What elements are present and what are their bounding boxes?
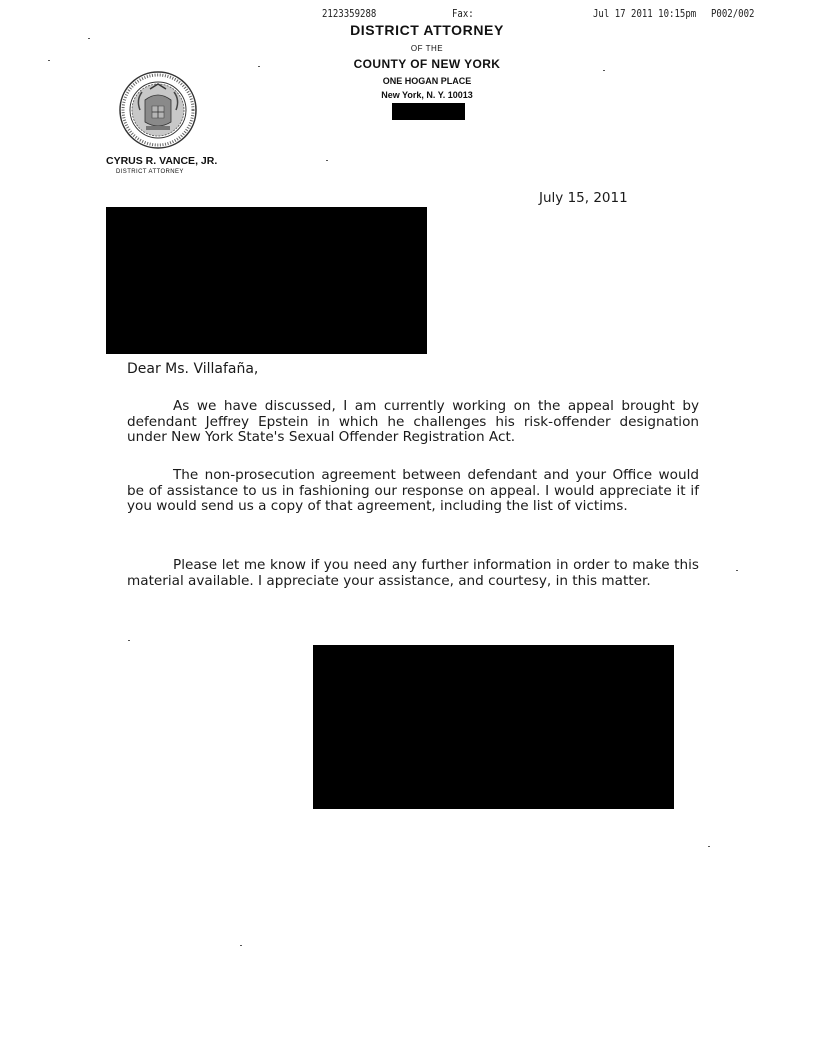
seal-icon	[118, 70, 198, 150]
scan-speck	[240, 945, 242, 946]
signatory-name: CYRUS R. VANCE, JR.	[106, 155, 218, 167]
scan-speck	[88, 38, 90, 39]
scan-speck	[736, 570, 738, 571]
letter-date: July 15, 2011	[539, 190, 628, 206]
redaction-signature	[313, 645, 674, 809]
scan-speck	[128, 640, 130, 641]
letterhead-address-line2: New York, N. Y. 10013	[381, 90, 473, 100]
salutation: Dear Ms. Villafaña,	[127, 361, 259, 377]
scan-speck	[708, 846, 710, 847]
scan-speck	[48, 60, 50, 61]
letterhead-county: COUNTY OF NEW YORK	[353, 57, 501, 71]
scan-speck	[603, 70, 605, 71]
fax-page-number: P002/002	[711, 7, 755, 20]
redaction-phone	[392, 103, 465, 120]
redaction-recipient-address	[106, 207, 427, 354]
fax-label: Fax:	[452, 7, 474, 20]
letterhead-of-the: OF THE	[410, 44, 444, 53]
letterhead-title: DISTRICT ATTORNEY	[350, 22, 504, 38]
letterhead-address-line1: ONE HOGAN PLACE	[382, 76, 472, 86]
scan-speck	[326, 160, 328, 161]
body-paragraph-2: The non-prosecution agreement between defendant and your Office would be of assistance to us in fashioning our response on appeal. I would appreciate it if you would send us a copy of that agreement, including the list of victims.	[127, 467, 699, 515]
fax-timestamp: Jul 17 2011 10:15pm	[593, 7, 697, 20]
body-paragraph-1: As we have discussed, I am currently working on the appeal brought by defendant Jeffrey Epstein in which he challenges his risk-offender designation under New York State's Sexual Offender Registration Act.	[127, 398, 699, 446]
signatory-title: DISTRICT ATTORNEY	[116, 169, 184, 175]
fax-phone-number: 2123359288	[322, 7, 377, 20]
body-paragraph-3: Please let me know if you need any further information in order to make this material available. I appreciate your assistance, and courtesy, in this matter.	[127, 557, 699, 589]
scan-speck	[258, 66, 260, 67]
